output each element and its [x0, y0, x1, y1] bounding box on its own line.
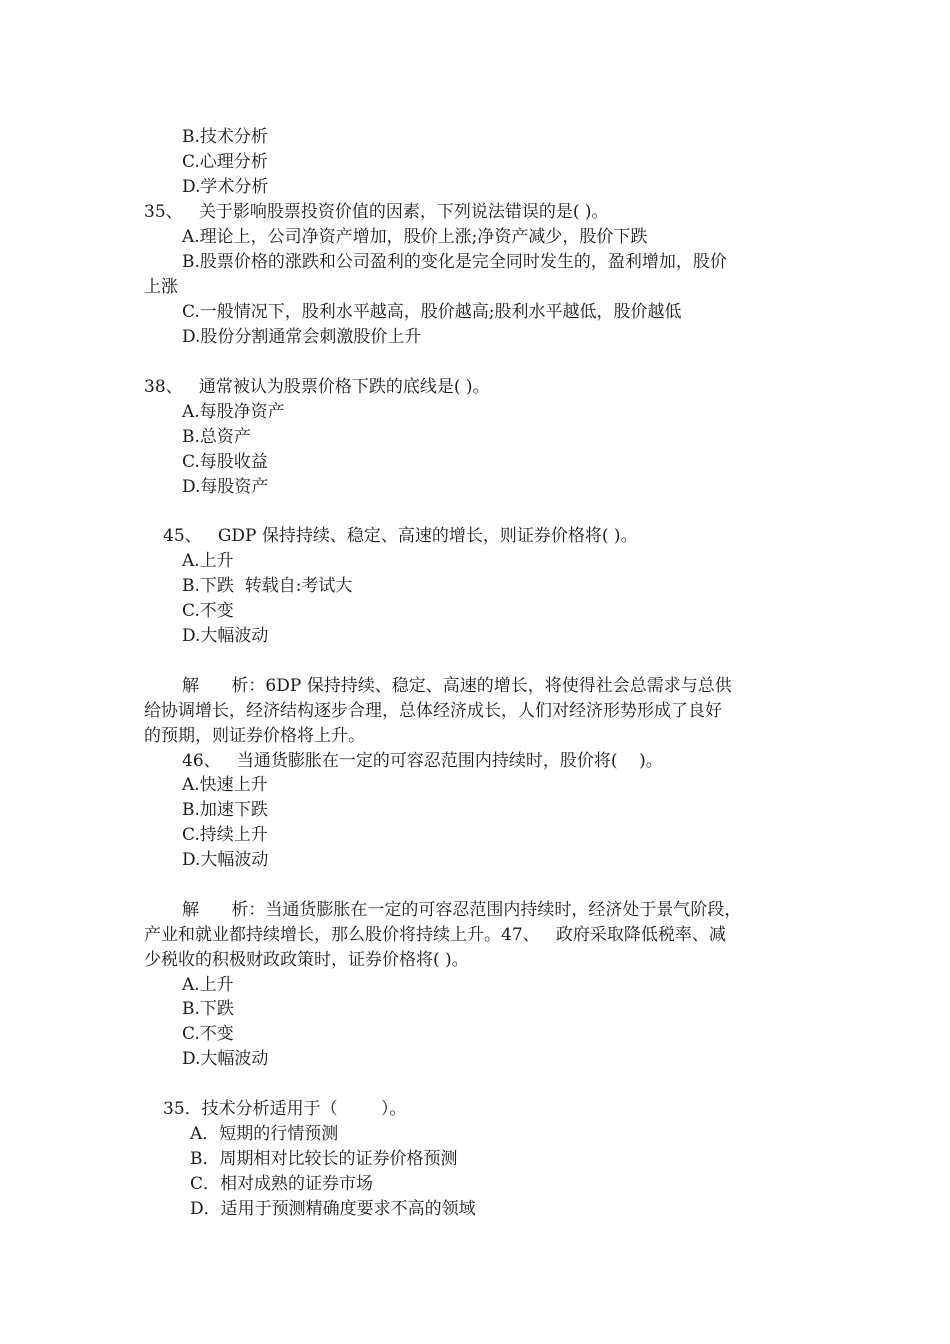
option-b-technical: B.技术分析 — [182, 127, 268, 147]
q45-option-a: A.上升 — [182, 551, 234, 571]
q38-option-c: C.每股收益 — [182, 452, 268, 472]
q38-option-a: A.每股净资产 — [182, 402, 285, 422]
q47-option-c: C.不变 — [182, 1024, 234, 1044]
q38-option-d: D.每股资产 — [182, 477, 269, 497]
q35-option-d: D.股份分割通常会刺激股价上升 — [182, 327, 422, 347]
q47-option-b: B.下跌 — [182, 999, 234, 1019]
q45-option-d: D.大幅波动 — [182, 626, 269, 646]
question-35-technical: 35．技术分析适用于（ ）。 — [163, 1099, 407, 1119]
option-d-academic: D.学术分析 — [182, 177, 269, 197]
q46-option-b: B.加速下跌 — [182, 800, 268, 820]
q47-option-a: A.上升 — [182, 975, 234, 995]
q45-option-c: C.不变 — [182, 601, 234, 621]
q35-option-a: A.理论上，公司净资产增加，股价上涨;净资产减少，股价下跌 — [182, 227, 648, 247]
q35t-option-d: D．适用于预测精确度要求不高的领域 — [190, 1199, 476, 1219]
q47-option-d: D.大幅波动 — [182, 1049, 269, 1069]
option-c-psychological: C.心理分析 — [182, 152, 268, 172]
question-46: 46、 当通货膨胀在一定的可容忍范围内持续时，股价将( )。 — [182, 751, 663, 771]
q46-analysis: 解 析：当通货膨胀在一定的可容忍范围内持续时，经济处于景气阶段， — [182, 900, 742, 920]
q45-analysis: 解 析：6DP 保持持续、稳定、高速的增长，将使得社会总需求与总供 — [182, 676, 732, 696]
q35-option-b-cont: 上涨 — [144, 277, 178, 297]
q38-option-b: B.总资产 — [182, 427, 251, 447]
q46-option-d: D.大幅波动 — [182, 850, 269, 870]
q46-analysis-cont-q47: 产业和就业都持续增长，那么股价将持续上升。47、 政府采取降低税率、减 — [144, 925, 726, 945]
q45-option-b: B.下跌 转载自:考试大 — [182, 576, 353, 596]
question-45: 45、 GDP 保持持续、稳定、高速的增长，则证券价格将( )。 — [163, 526, 638, 546]
q35t-option-a: A．短期的行情预测 — [190, 1124, 339, 1144]
q46-option-c: C.持续上升 — [182, 825, 268, 845]
question-38: 38、 通常被认为股票价格下跌的底线是( )。 — [144, 377, 490, 397]
q35t-option-b: B．周期相对比较长的证券价格预测 — [190, 1149, 458, 1169]
q45-analysis-cont-1: 给协调增长，经济结构逐步合理，总体经济成长，人们对经济形势形成了良好 — [144, 701, 722, 721]
question-35: 35、 关于影响股票投资价值的因素，下列说法错误的是( )。 — [144, 202, 609, 222]
question-47-cont: 少税收的积极财政政策时，证券价格将( )。 — [144, 950, 469, 970]
q35-option-b: B.股票价格的涨跌和公司盈利的变化是完全同时发生的，盈利增加，股价 — [182, 252, 727, 272]
q45-analysis-cont-2: 的预期，则证券价格将上升。 — [144, 726, 365, 746]
q35-option-c: C.一般情况下，股利水平越高，股价越高;股利水平越低，股价越低 — [182, 302, 682, 322]
q46-option-a: A.快速上升 — [182, 775, 268, 795]
q35t-option-c: C．相对成熟的证券市场 — [190, 1174, 374, 1194]
